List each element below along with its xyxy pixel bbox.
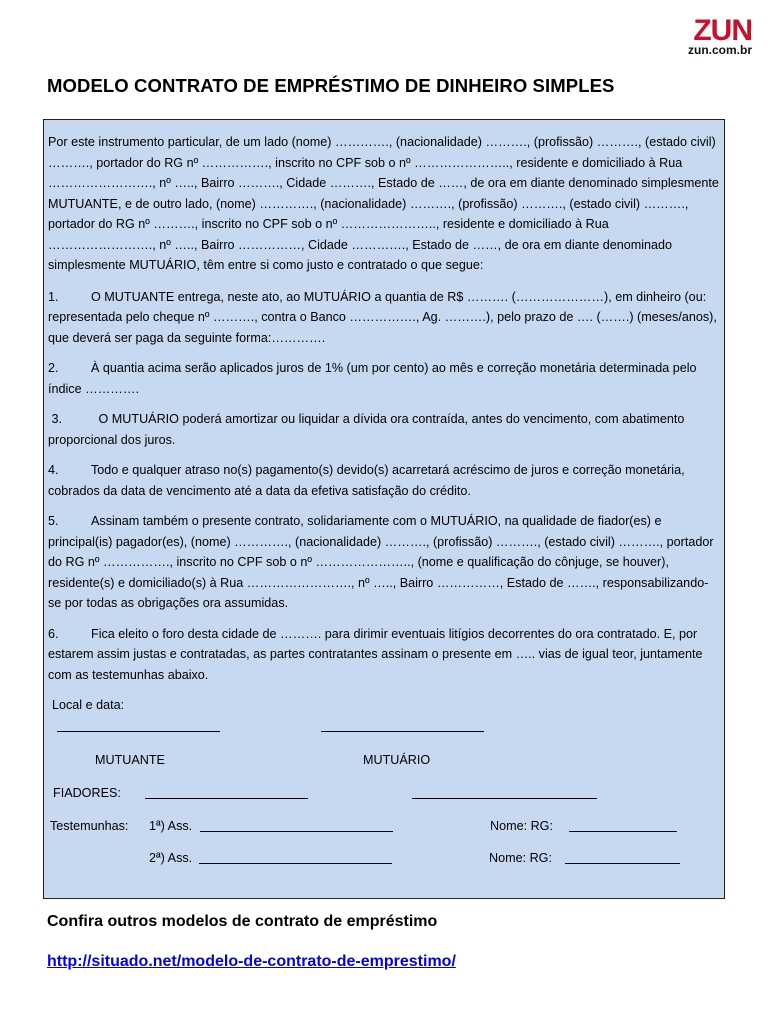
clause-text: À quantia acima serão aplicados juros de 1% (um por cento) ao mês e correção monetária determinada pelo índice …………. xyxy=(48,361,697,396)
logo-wordmark: ZUN xyxy=(693,14,752,47)
mutuante-label: MUTUANTE xyxy=(95,753,165,767)
local-data-label: Local e data: xyxy=(52,698,125,712)
clause-text: O MUTUANTE entrega, neste ato, ao MUTUÁRIO a quantia de R$ ………. (…………………), em dinheiro (ou: representada pelo cheque nº ………., contra o Banco ……………., Ag. ……….), pelo prazo de …. (…….) (meses/anos), que deverá ser paga da seguinte forma:…………. xyxy=(48,289,717,345)
clause-4 xyxy=(48,460,719,501)
clause-2 xyxy=(48,358,719,399)
clause-3 xyxy=(48,409,719,450)
witness-1-nome-rg: Nome: RG: xyxy=(490,819,553,833)
mutuario-label: MUTUÁRIO xyxy=(363,753,431,767)
clause-text: O MUTUÁRIO poderá amortizar ou liquidar a dívida ora contraída, antes do vencimento, com abatimento proporcional dos juros. xyxy=(48,412,685,447)
witness-2-label: 2ª) Ass. xyxy=(149,851,193,865)
mutuario-signature-line xyxy=(321,731,484,732)
footer-title: Confira outros modelos de contrato de empréstimo xyxy=(47,913,438,930)
clause-6 xyxy=(48,624,719,686)
logo-domain: zun.com.br xyxy=(687,43,752,57)
zun-logo xyxy=(688,16,752,56)
signature-section xyxy=(48,695,719,885)
clause-text: Todo e qualquer atraso no(s) pagamento(s) devido(s) acarretará acréscimo de juros e correção monetária, cobrados da data de vencimento até a data da efetiva satisfação do crédito. xyxy=(48,463,685,498)
contract-box xyxy=(43,119,725,899)
fiador-1-signature-line xyxy=(145,798,308,799)
clause-text: Assinam também o presente contrato, solidariamente com o MUTUÁRIO, na qualidade de fiador(es) e principal(is) pagador(es), (nome) …………., (nacionalidade) ………., (profissão) ………., (estado civil) ………., portador do RG nº ……………., inscrito no CPF sob o nº ………………….., (nome e qualificação do cônjuge, se houver), residente(s) e domiciliado(s) à Rua ……………………., nº ….., Bairro ……………, Estado de ……., responsabilizando-se por todas as obrigações ora assumidas. xyxy=(48,514,714,610)
contract-intro: Por este instrumento particular, de um lado (nome) …………., (nacionalidade) ………., (profissão) ………., (estado civil) ………., portador do RG nº ……………., inscrito no CPF sob o nº ………………….., residente e domiciliado à Rua ……………………., nº ….., Bairro ………., Cidade ………., Estado de ……, de ora em diante denominado simplesmente MUTUANTE, e de outro lado, (nome) …………., (nacionalidade) ………., (profissão) ………., (estado civil) ………., portador do RG nº ………., inscrito no CPF sob o nº ………………….., residente e domiciliado à Rua ……………………., nº ….., Bairro ……………, Cidade …………., Estado de ……, de ora em diante denominado simplesmente MUTUÁRIO, têm entre si como justo e contratado o que segue: xyxy=(48,135,719,272)
footer-link[interactable]: http://situado.net/modelo-de-contrato-de-emprestimo/ xyxy=(47,953,456,970)
witness-1-signature-line xyxy=(200,831,393,832)
witness-1-rg-line xyxy=(569,831,677,832)
clause-5 xyxy=(48,511,719,614)
document-title: MODELO CONTRATO DE EMPRÉSTIMO DE DINHEIRO SIMPLES xyxy=(47,75,615,96)
fiadores-label: FIADORES: xyxy=(53,786,121,800)
witness-2-rg-line xyxy=(565,863,680,864)
clause-number: 4. xyxy=(48,463,59,477)
clause-text: Fica eleito o foro desta cidade de ………. para dirimir eventuais litígios decorrentes do ora contratado. E, por estarem assim justas e contratadas, as partes contratantes assinam o presente em ….. vias de igual teor, juntamente com as testemunhas abaixo. xyxy=(48,626,703,682)
clause-number: 1. xyxy=(48,289,59,304)
mutuante-signature-line xyxy=(57,731,220,732)
clause-number: 2. xyxy=(48,361,59,375)
testemunhas-label: Testemunhas: xyxy=(50,819,129,833)
witness-2-nome-rg: Nome: RG: xyxy=(489,851,552,865)
witness-1-label: 1ª) Ass. xyxy=(149,819,193,833)
clause-number: 5. xyxy=(48,514,59,528)
fiador-2-signature-line xyxy=(412,798,597,799)
clause-number: 6. xyxy=(48,626,59,641)
clause-number: 3. xyxy=(51,412,63,426)
witness-2-signature-line xyxy=(199,863,392,864)
clause-1 xyxy=(48,287,719,349)
